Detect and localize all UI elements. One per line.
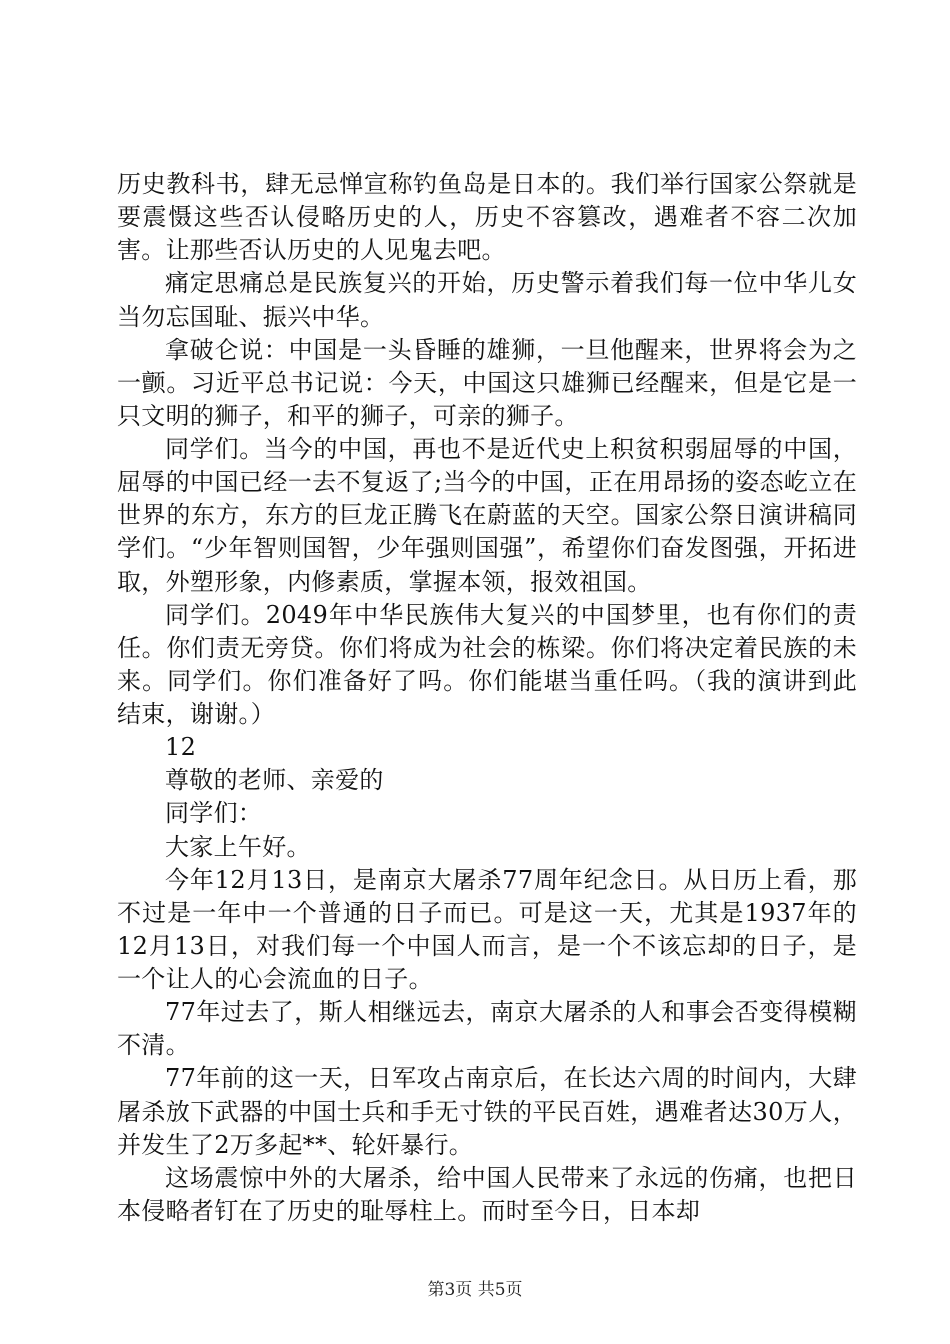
- paragraph: 12: [165, 733, 197, 762]
- paragraph: 77年前的这一天，日军攻占南京后，在长达六周的时间内，大肆屠杀放下武器的中国士兵和手无寸铁的平民百姓，遇难者达30万人，并发生了2万多起**、轮奸暴行。: [117, 1064, 857, 1159]
- paragraph: 同学们。2049年中华民族伟大复兴的中国梦里，也有你们的责任。你们责无旁贷。你们将成为社会的栋梁。你们将决定着民族的未来。同学们。你们准备好了吗。你们能堪当重任吗。（我的演讲到此结束，谢谢。）: [117, 600, 857, 728]
- paragraph: 痛定思痛总是民族复兴的开始，历史警示着我们每一位中华儿女当勿忘国耻、振兴中华。: [117, 269, 857, 331]
- paragraph: 尊敬的老师、亲爱的: [165, 766, 384, 795]
- body-text: [117, 168, 857, 1228]
- paragraph: 这场震惊中外的大屠杀，给中国人民带来了永远的伤痛，也把日本侵略者钉在了历史的耻辱柱上。而时至今日，日本却: [117, 1163, 857, 1225]
- paragraph: 同学们。当今的中国，再也不是近代史上积贫积弱屈辱的中国，屈辱的中国已经一去不复返了;当今的中国，正在用昂扬的姿态屹立在世界的东方，东方的巨龙正腾飞在蔚蓝的天空。国家公祭日演讲稿同学们。“少年智则国智，少年强则国强”，希望你们奋发图强，开拓进取，外塑形象，内修素质，掌握本领，报效祖国。: [117, 435, 857, 596]
- page-footer: 第3页 共5页: [427, 1280, 523, 1300]
- paragraph: 历史教科书，肆无忌惮宣称钓鱼岛是日本的。我们举行国家公祭就是要震慑这些否认侵略历史的人，历史不容篡改，遇难者不容二次加害。让那些否认历史的人见鬼去吧。: [117, 170, 857, 265]
- paragraph: 拿破仑说：中国是一头昏睡的雄狮，一旦他醒来，世界将会为之一颤。习近平总书记说：今天，中国这只雄狮已经醒来，但是它是一只文明的狮子，和平的狮子，可亲的狮子。: [117, 335, 857, 430]
- paragraph: 77年过去了，斯人相继远去，南京大屠杀的人和事会否变得模糊不清。: [117, 998, 857, 1060]
- paragraph: 同学们：: [165, 799, 263, 828]
- paragraph: 今年12月13日，是南京大屠杀77周年纪念日。从日历上看，那不过是一年中一个普通的日子而已。可是这一天，尤其是1937年的12月13日，对我们每一个中国人而言，是一个不该忘却的日子，是一个让人的心会流血的日子。: [117, 865, 857, 993]
- paragraph: 大家上午好。: [165, 832, 311, 861]
